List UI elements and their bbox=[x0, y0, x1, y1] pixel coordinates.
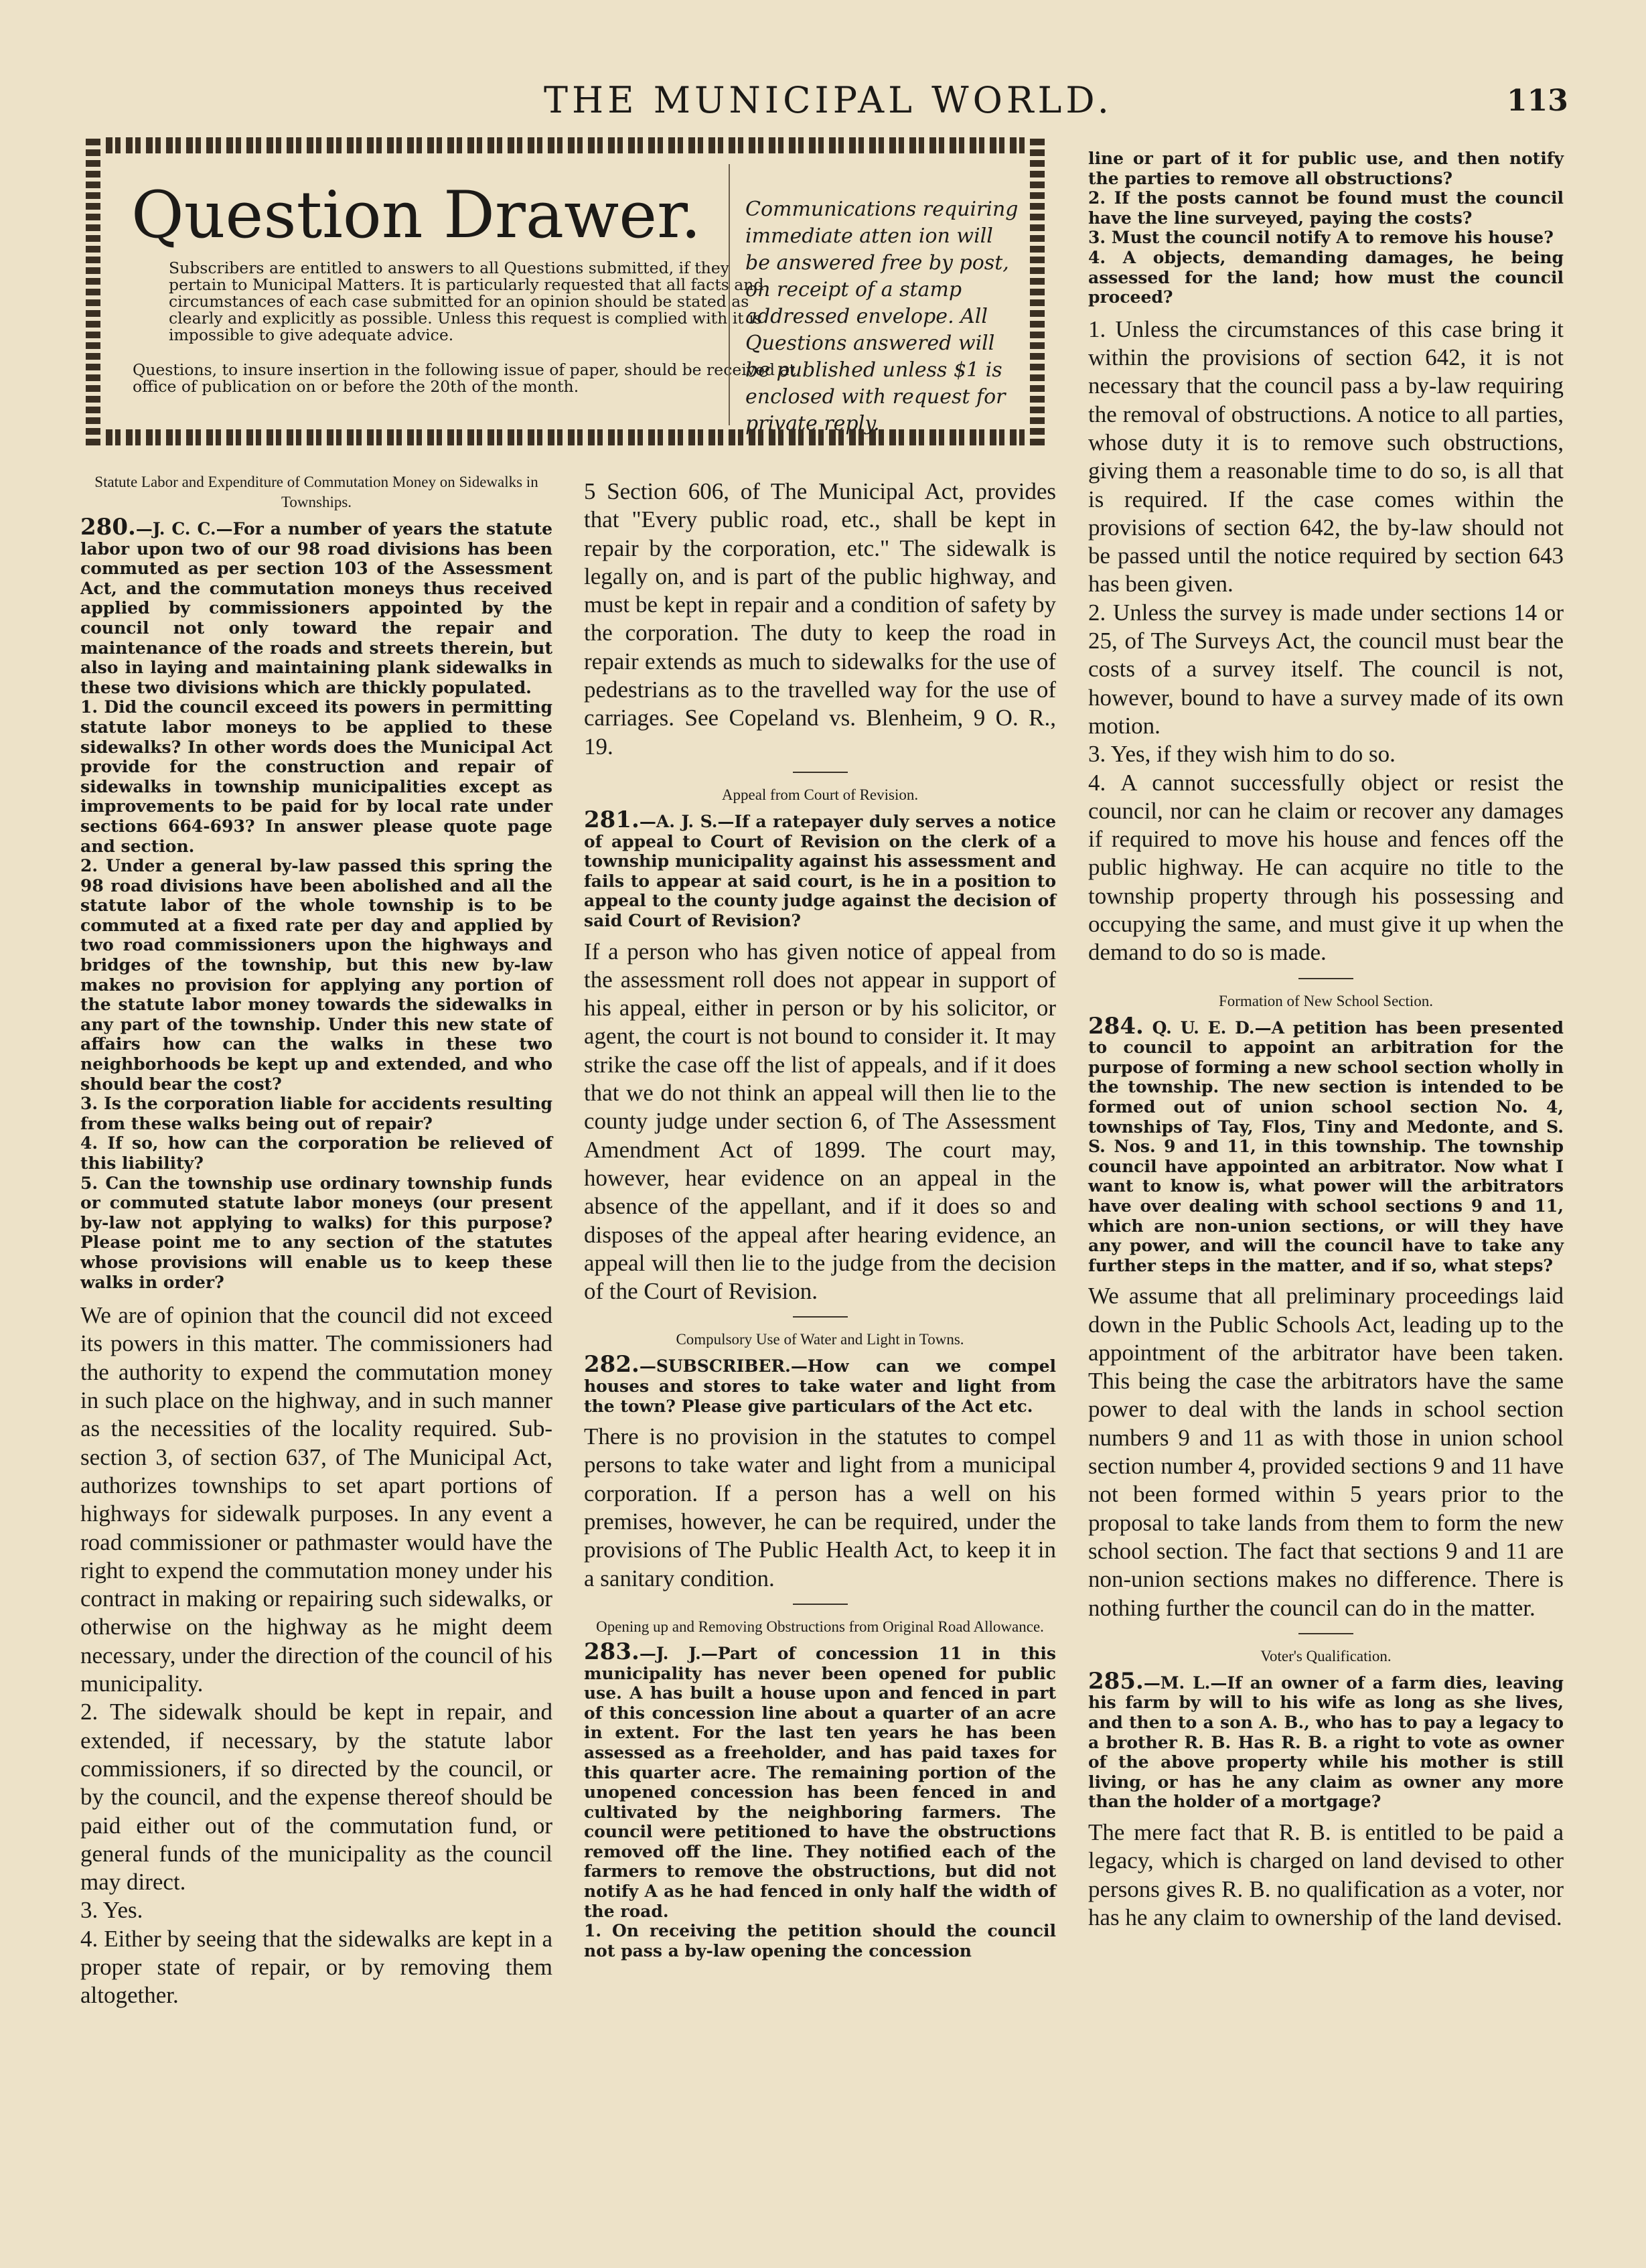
column-1 bbox=[80, 472, 552, 2010]
ornamental-border-top bbox=[86, 137, 1045, 153]
question-280-part-5: 5. Can the township use ordinary township funds or commuted statute labor moneys (our present by-law not applying to walks) for this purpose? Please point me to any section of the statutes whose provisions will enable us to keep these walks in order? bbox=[80, 1173, 552, 1292]
insertion-notice: Questions, to insure insertion in the following issue of paper, should be received at office of publication on or before the 20th of the month. bbox=[133, 360, 796, 396]
question-283-part-4: 4. A objects, demanding damages, he being assessed for the land; how must the council proceed? bbox=[1088, 247, 1564, 307]
section-rule bbox=[793, 1604, 848, 1605]
section-rule bbox=[793, 772, 848, 773]
answer-280-part-5: 5 Section 606, of The Municipal Act, provides that "Every public road, etc., shall be kept in repair by the corporation, etc." The sidewalk is legally on, and is part of the public highway, and must be kept in repair and a condition of safety by the corporation. The duty to keep the road in repair extends as much to sidewalks for the use of pedestrians as to the travelled way for the use of carriages. See Copeland vs. Blenheim, 9 O. R., 19. bbox=[584, 478, 1056, 760]
section-heading-284: Formation of New School Section. bbox=[1218, 992, 1434, 1009]
section-rule bbox=[1298, 978, 1353, 979]
ornamental-border-left bbox=[86, 137, 100, 445]
question-283-part-3: 3. Must the council notify A to remove his house? bbox=[1088, 228, 1554, 248]
ornamental-border-right bbox=[1030, 137, 1045, 445]
question-284 bbox=[1088, 1012, 1564, 1276]
answer-280-part-2: 2. The sidewalk should be kept in repair, and extended, if necessary, by the statute labor commissioners, if so directed by the council, or by the council, and the expense thereof should be paid either out of the commutation fund, or general funds of the municipality as the council may direct. bbox=[80, 1699, 552, 1896]
question-number: 283. bbox=[584, 1638, 640, 1665]
section-rule bbox=[793, 1316, 848, 1318]
running-title: THE MUNICIPAL WORLD. bbox=[544, 79, 1113, 121]
question-283-part-2: 2. If the posts cannot be found must the council have the line surveyed, paying the costs? bbox=[1088, 188, 1564, 228]
section-heading-285: Voter's Qualification. bbox=[1260, 1647, 1392, 1664]
question-number: 284. bbox=[1088, 1012, 1144, 1040]
section-heading-283: Opening up and Removing Obstructions from Original Road Allowance. bbox=[596, 1618, 1044, 1635]
box-divider bbox=[729, 164, 730, 425]
communications-notice: Communications requiring immediate atten ion will be answered free by post, on receipt of a stamp addressed envelope. All Questions answered will be published unless $1 is enclosed with request for private reply. bbox=[745, 198, 1019, 435]
question-text: —A. J. S.—If a ratepayer duly serves a notice of appeal to Court of Revision on the clerk of a township municipality against his assessment and fails to appear at said court, is he in a position to appeal to the county judge against the decision of said Court of Revision? bbox=[584, 811, 1056, 930]
question-283-continued: line or part of it for public use, and then notify the parties to remove all obstructions? bbox=[1088, 149, 1564, 188]
question-text: —SUBSCRIBER.—How can we compel houses and stores to take water and light from the town? Please give particulars of the Act etc. bbox=[584, 1356, 1056, 1416]
answer-283-part-1: 1. Unless the circumstances of this case bring it within the provisions of section 642, it is not necessary that the council pass a by-law requiring the removal of obstructions. A notice to all parties, whose duty it is to remove such obstructions, giving them a reasonable time to do so, is all that is required. If the case comes within the provisions of section 642, the by-law should not be passed until the notice required by section 643 has been given. bbox=[1088, 315, 1564, 597]
section-heading-282: Compulsory Use of Water and Light in Towns. bbox=[676, 1331, 964, 1348]
question-text: —M. L.—If an owner of a farm dies, leaving his farm by will to his wife as long as she lives, and then to a son A. B., who has to pay a legacy to a brother R. B. Has R. B. a right to vote as owner of the above property while his mother is still living, or has he any claim as owner any more than the holder of a mortgage? bbox=[1088, 1673, 1564, 1812]
column-2 bbox=[584, 472, 1056, 1961]
question-281 bbox=[584, 806, 1056, 931]
question-280-part-3: 3. Is the corporation liable for accidents resulting from these walks being out of repair? bbox=[80, 1094, 552, 1133]
question-number: 281. bbox=[584, 806, 640, 833]
question-number: 280. bbox=[80, 514, 136, 541]
section-rule bbox=[1298, 1633, 1353, 1634]
answer-285: The mere fact that R. B. is entitled to be paid a legacy, which is charged on land devised to other persons gives R. B. no qualification as a voter, nor has he any claim to ownership of the land devised. bbox=[1088, 1819, 1564, 1930]
question-280-part-2: 2. Under a general by-law passed this spring the 98 road divisions have been abolished and all the statute labor of the whole township is to be commuted at a fixed rate per day and applied by two road commissioners upon the highways and bridges of the township, but this new by-law makes no provision for applying any portion of the statute labor money towards the sidewalks in any part of the township. Under this new state of affairs how can the walks in these two neighborhoods be kept up and extended, and who should bear the cost? bbox=[80, 856, 552, 1094]
answer-283-part-4: 4. A cannot successfully object or resist the council, nor can he claim or recover any damages if required to move his house and fences off the public highway. He can acquire no title to the township property through his possessing and occupying the same, and must give it up when the demand to do so is made. bbox=[1088, 769, 1564, 966]
section-heading-281: Appeal from Court of Revision. bbox=[721, 786, 919, 803]
question-text: —J. J.—Part of concession 11 in this municipality has never been opened for public use. A has built a house upon and fenced in part of this concession line about a quarter of an acre in extent. For the last ten years he has been assessed as a freeholder, and has paid taxes for this quarter acre. The remaining portion of the unopened concession has been fenced in and cultivated by the neighboring farmers. The council were petitioned to have the obstructions removed off the line. They notified each of the farmers to remove the obstructions, but did not notify A as he had fenced in only half the width of the road. bbox=[584, 1643, 1056, 1921]
question-280-part-4: 4. If so, how can the corporation be relieved of this liability? bbox=[80, 1133, 552, 1173]
question-drawer-title: Question Drawer. bbox=[131, 178, 701, 253]
page-number: 113 bbox=[1507, 84, 1568, 118]
question-283 bbox=[584, 1638, 1056, 1921]
question-280 bbox=[80, 514, 552, 697]
column-3 bbox=[1088, 149, 1564, 1932]
answer-280-part-4: 4. Either by seeing that the sidewalks are kept in a proper state of repair, or by removing them altogether. bbox=[80, 1925, 552, 2009]
answer-284: We assume that all preliminary proceedings laid down in the Public Schools Act, leading up to the appointment of the arbitrator have been taken. This being the case the arbitrators have the same power to deal with the lands in school section numbers 9 and 11 as with those in union school section number 4, provided sections 9 and 11 have not been formed within 5 years prior to the proposal to take lands from them to form the new school section. The fact that sections 9 and 11 are non-union sections makes no difference. There is nothing further the council can do in the matter. bbox=[1088, 1283, 1564, 1621]
answer-283-part-2: 2. Unless the survey is made under sections 14 or 25, of The Surveys Act, the council must bear the costs of a survey itself. The council is not, however, bound to have a survey made of its own motion. bbox=[1088, 599, 1564, 739]
section-heading-280: Statute Labor and Expenditure of Commutation Money on Sidewalks in Townships. bbox=[94, 474, 538, 510]
question-280-part-1: 1. Did the council exceed its powers in permitting statute labor moneys to be applied to these sidewalks? In other words does the Municipal Act provide for the construction and repair of sidewalks in township municipalities except as improvements to be paid for by local rate under sections 664-693? In answer please quote page and section. bbox=[80, 697, 552, 856]
answer-280-part-3: 3. Yes. bbox=[80, 1897, 143, 1924]
answer-282: There is no provision in the statutes to compel persons to take water and light from a municipal corporation. If a person has a well on his premises, however, he can be required, under the provisions of The Public Health Act, to keep it in a sanitary condition. bbox=[584, 1423, 1056, 1591]
question-number: 285. bbox=[1088, 1667, 1144, 1695]
question-drawer-box bbox=[86, 137, 1045, 445]
answer-280-part-1: We are of opinion that the council did not exceed its powers in this matter. The commissioners had the authority to expend the commutation money in such place on the highway, and in such manner as the necessities of the locality required. Sub-section 3, of section 637, of The Municipal Act, authorizes townships to set apart portions of highways for sidewalk purposes. In any event a road commissioner or pathmaster would have the right to expend the commutation money under his contract in making or repairing such sidewalks, or otherwise on the highway as he might deem necessary, under the direction of the council of his municipality. bbox=[80, 1302, 552, 1697]
subscriber-notice: Subscribers are entitled to answers to all Questions submitted, if they pertain to Municipal Matters. It is particularly requested that all facts and circumstances of each case submitted for an opinion should be stated as clearly and explicitly as possible. Unless this request is complied with it is impossible to give adequate advice. bbox=[169, 259, 764, 344]
question-text: Q. U. E. D.—A petition has been presented to council to appoint an arbitration for the purpose of forming a new school section wholly in the township. The new section is intended to be formed out of union school section No. 4, townships of Tay, Flos, Tiny and Medonte, and S. S. Nos. 9 and 11, in this township. The township council have appointed an arbitrator. Now what I want to know is, what power will the arbitrators have over dealing with school sections 9 and 11, which are non-union sections, or will they have any power, and will the council have to take any further steps in the matter, and if so, what steps? bbox=[1088, 1017, 1564, 1275]
question-283-part-1: 1. On receiving the petition should the council not pass a by-law opening the concession bbox=[584, 1921, 1056, 1961]
answer-283-part-3: 3. Yes, if they wish him to do so. bbox=[1088, 741, 1396, 768]
question-number: 282. bbox=[584, 1351, 640, 1378]
question-text: —J. C. C.—For a number of years the statute labor upon two of our 98 road divisions has been commuted as per section 103 of the Assessment Act, and the commutation moneys thus received applied by commissioners appointed by the council not only toward the repair and maintenance of the roads and streets therein, but also in laying and maintaining plank sidewalks in these two divisions which are thickly populated. bbox=[80, 519, 552, 697]
question-282 bbox=[584, 1351, 1056, 1416]
answer-281: If a person who has given notice of appeal from the assessment roll does not appear in support of his appeal, either in person or by his solicitor, or agent, the court is not bound to consider it. It may strike the case off the list of appeals, and if it does that we do not think an appeal will then lie to the county judge under section 6, of The Assessment Amendment Act of 1899. The court may, however, hear evidence on an appeal in the absence of the appellant, and if it does so and disposes of the appeal after hearing evidence, an appeal will then lie to the judge from the decision of the Court of Revision. bbox=[584, 938, 1056, 1305]
question-285 bbox=[1088, 1667, 1564, 1812]
